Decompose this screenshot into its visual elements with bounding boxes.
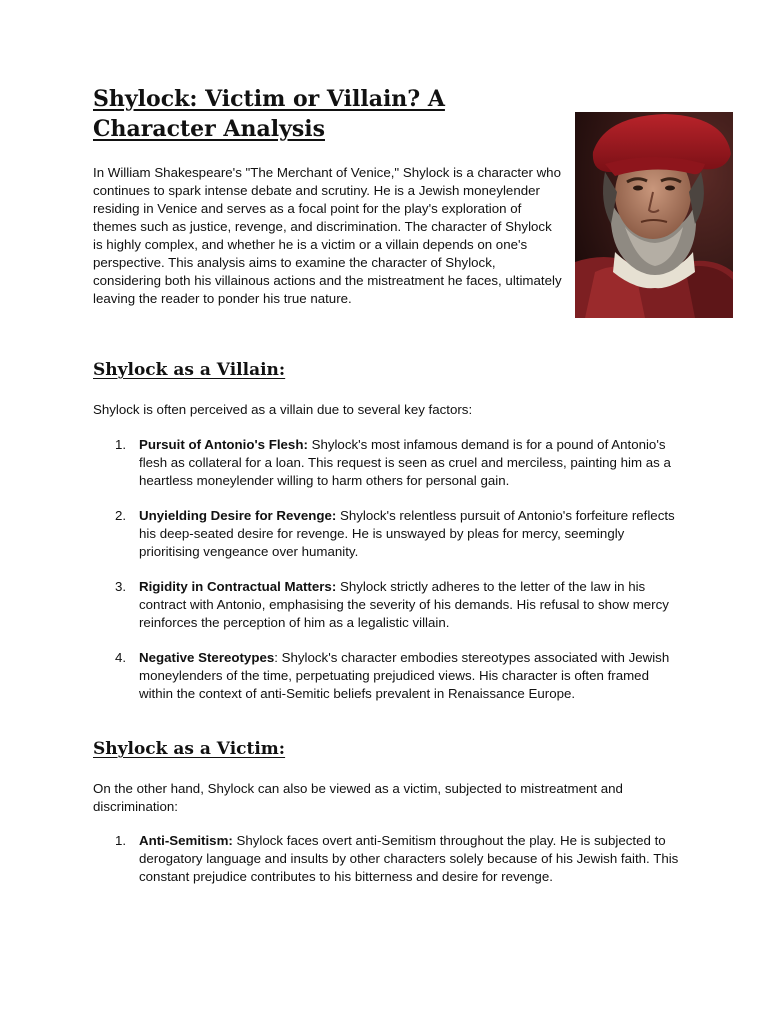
list-item — [93, 507, 683, 561]
shylock-portrait-image — [575, 112, 733, 318]
item-label: Anti-Semitism: — [139, 833, 233, 848]
item-label: Negative Stereotypes — [139, 650, 275, 665]
list-item — [93, 832, 683, 886]
item-label: Unyielding Desire for Revenge: — [139, 508, 337, 523]
item-text: : Shylock's character embodies stereotypes associated with Jewish moneylenders of the time, perpetuating prejudiced views. His character is often framed within the context of anti-Semitic beliefs prevalent in Renaissance Europe. — [139, 650, 670, 701]
list-item — [93, 578, 683, 632]
list-number: 3. — [115, 579, 127, 594]
item-text: Shylock faces overt anti-Semitism throughout the play. He is subjected to derogatory language and insults by other characters solely because of his Jewish faith. This constant prejudice contributes to his bitterness and desire for revenge. — [139, 833, 679, 884]
villain-list — [93, 436, 683, 720]
list-item — [93, 436, 683, 490]
list-number: 4. — [115, 650, 127, 665]
list-number: 1. — [115, 833, 127, 848]
item-label: Pursuit of Antonio's Flesh: — [139, 437, 308, 452]
list-number: 1. — [115, 437, 127, 452]
item-label: Rigidity in Contractual Matters: — [139, 579, 337, 594]
list-number: 2. — [115, 508, 127, 523]
victim-list — [93, 832, 683, 886]
page-title: Shylock: Victim or Villain? A Character Analysis — [93, 86, 445, 142]
victim-lead: On the other hand, Shylock can also be viewed as a victim, subjected to mistreatment and discrimination: — [93, 781, 623, 814]
villain-lead: Shylock is often perceived as a villain due to several key factors: — [93, 402, 473, 417]
item-text: Shylock's relentless pursuit of Antonio's forfeiture reflects his deep-seated desire for revenge. He is unswayed by pleas for mercy, seemingly prioritising vengeance over humanity. — [139, 508, 675, 559]
item-text: Shylock's most infamous demand is for a pound of Antonio's flesh as collateral for a loan. This request is seen as cruel and merciless, painting him as a heartless moneylender willing to harm others for personal gain. — [139, 437, 671, 488]
list-item — [93, 649, 683, 703]
victim-heading: Shylock as a Victim: — [93, 739, 286, 759]
villain-heading: Shylock as a Villain: — [93, 360, 286, 380]
intro-paragraph: In William Shakespeare's "The Merchant of Venice," Shylock is a character who continues to spark intense debate and scrutiny. He is a Jewish moneylender residing in Venice and serves as a focal point for the play's exploration of themes such as justice, revenge, and discrimination. The character of Shylock is highly complex, and whether he is a victim or a villain depends on one's perspective. This analysis aims to examine the character of Shylock, considering both his villainous actions and the mistreatment he faces, ultimately leaving the reader to ponder his true nature. — [93, 165, 562, 306]
item-text: Shylock strictly adheres to the letter of the law in his contract with Antonio, emphasising the severity of his demands. His refusal to show mercy reinforces the perception of him as a legalistic villain. — [139, 579, 669, 630]
